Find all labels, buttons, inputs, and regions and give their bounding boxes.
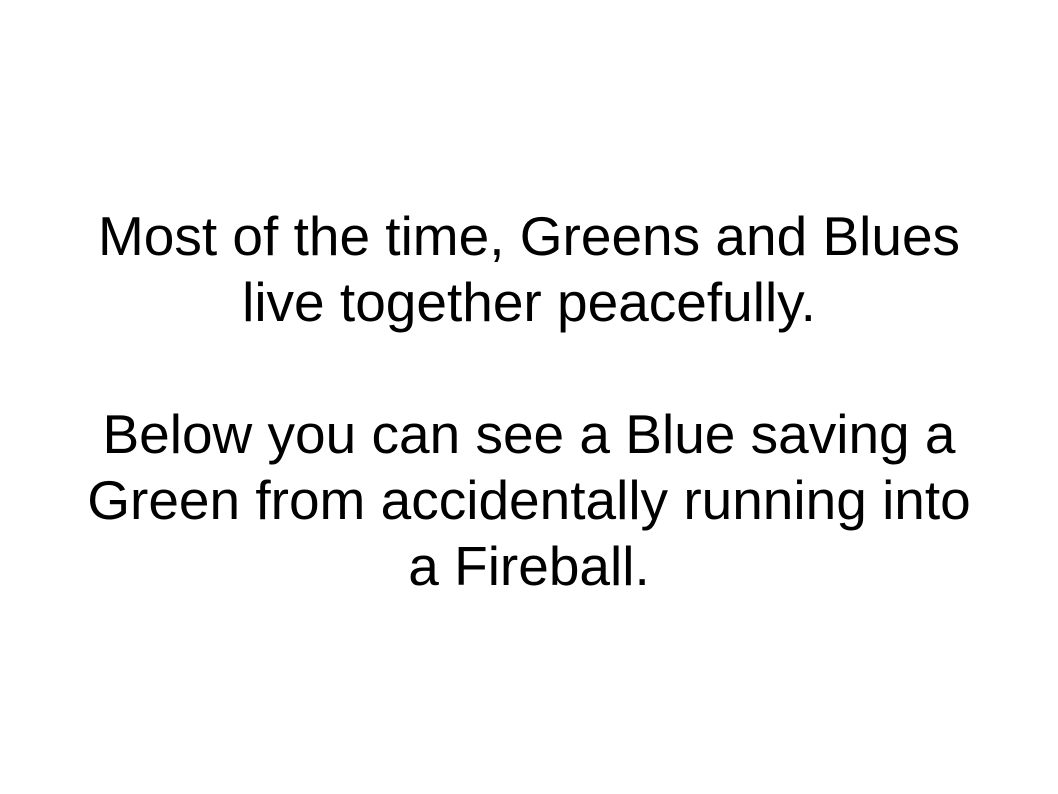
paragraph-2-line-3: a Fireball. [408,535,650,597]
paragraph-1-line-1: Most of the time, Greens and Blues [97,205,961,267]
paragraph-2-line-2: Green from accidentally running into [87,469,971,531]
paragraph-spacer [0,335,1058,401]
paragraph-2-line-1: Below you can see a Blue saving a [102,403,956,465]
paragraph-1-line-2: live together peacefully. [242,271,816,333]
slide-text [0,203,1058,599]
